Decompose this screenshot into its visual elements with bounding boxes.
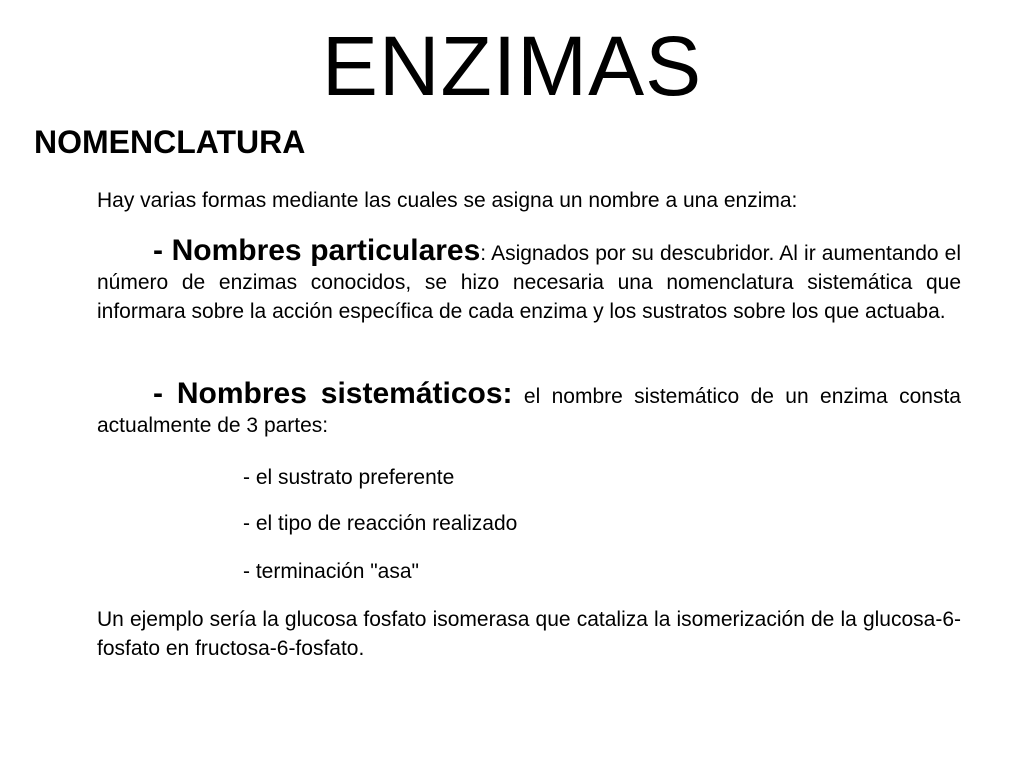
paragraph-text: : Asignados por su descubridor. Al ir aumentando el número de enzimas conocidos, se hizo necesaria una nomenclatura sistemática que informara sobre la acción específica de cada enzima y los sustratos sobre los que actuaba. [97, 242, 961, 323]
term-nombres-particulares: - Nombres particulares [153, 234, 481, 267]
example-paragraph: Un ejemplo sería la glucosa fosfato isomerasa que cataliza la isomerización de la glucosa-6-fosfato en fructosa-6-fosfato. [97, 608, 961, 660]
paragraph-text: el nombre sistemático de un enzima consta actualmente de 3 partes: [97, 385, 961, 437]
list-item: - el tipo de reacción realizado [243, 512, 518, 535]
intro-text: Hay varias formas mediante las cuales se asigna un nombre a una enzima: [97, 189, 798, 212]
paragraph-nombres-sistematicos [97, 379, 961, 440]
term-nombres-sistematicos: - Nombres sistemáticos: [153, 377, 513, 410]
list-item: - el sustrato preferente [243, 466, 455, 489]
section-heading: NOMENCLATURA [34, 124, 306, 160]
list-item: - terminación "asa" [243, 560, 419, 583]
paragraph-nombres-particulares [97, 236, 961, 326]
slide-title: ENZIMAS [321, 19, 703, 113]
